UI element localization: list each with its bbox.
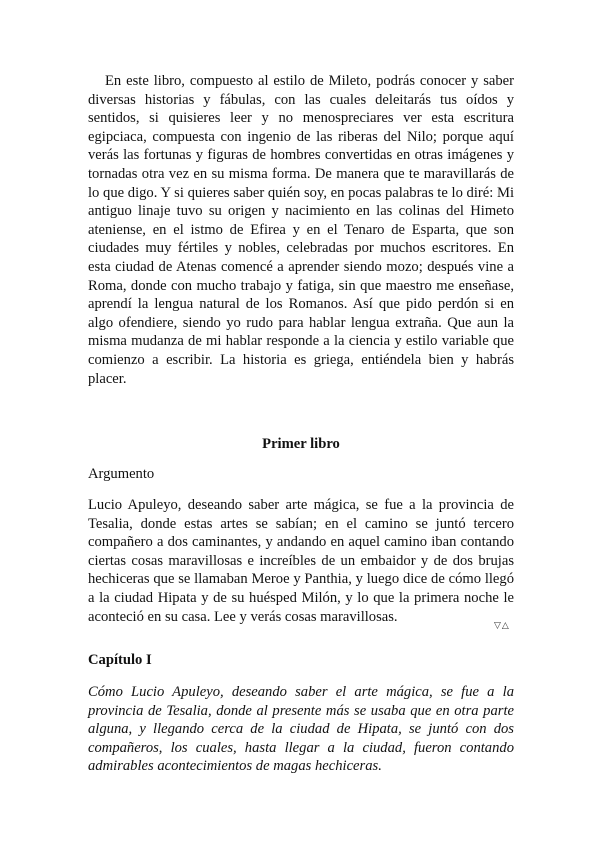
- chapter-summary: Cómo Lucio Apuleyo, deseando saber el arte mágica, se fue a la provincia de Tesalia, donde al presente más se usaba que en otra parte alguna, y llegando cerca de la ciudad de Hipata, se juntó con dos compañeros, los cuales, hasta llegar a la ciudad, fueron contando admirables acontecimientos de magas hechiceras.: [88, 684, 514, 775]
- argument-label: Argumento: [88, 466, 155, 482]
- argument-paragraph: Lucio Apuleyo, deseando saber arte mágica, se fue a la provincia de Tesalia, donde estas artes se sabían; en el camino se juntó tercero compañero a dos caminantes, y andando en aquel camino iban contando ciertas cosas maravillosas e increíbles de un embaidor y de dos brujas hechiceras que se llamaban Meroe y Panthia, y luego dice de cómo llegó a la ciudad Hipata y de su huésped Milón, y lo que la primera noche le aconteció en su casa. Lee y verás cosas maravillosas.: [88, 497, 514, 625]
- book-title: Primer libro: [262, 436, 340, 452]
- intro-paragraph: En este libro, compuesto al estilo de Mileto, podrás conocer y saber diversas historias y fábulas, con las cuales deleitarás tus oídos y sentidos, si quisieres leer y no menospreciares ver esta escritura egipciaca, compuesta con ingenio de las riberas del Nilo; porque aquí verás las fortunas y figuras de hombres convertidas en otras imágenes y tornadas otra vez en su misma forma. De manera que te maravillarás de lo que digo. Y si quieres saber quién soy, en pocas palabras te lo diré: Mi antiguo linaje tuvo su origen y nacimiento en las colinas del Himeto ateniense, en el istmo de Efirea y en el Tenaro de Esparta, que son ciudades muy fértiles y nobles, celebradas por muchos escritores. En esta ciudad de Atenas comencé a aprender siendo mozo; después vine a Roma, donde con mucho trabajo y fatiga, sin que maestro me enseñase, aprendí la lengua natural de los Romanos. Así que pido perdón si en algo ofendiere, siendo yo rudo para hablar lengua extraña. Que aun la misma mudanza de mi hablar responde a la ciencia y estilo variable que comienzo a escribir. La historia es griega, entiéndela bien y habrás placer.: [88, 73, 514, 387]
- ornament-icon: ▽△: [494, 620, 510, 630]
- chapter-title: Capítulo I: [88, 652, 152, 668]
